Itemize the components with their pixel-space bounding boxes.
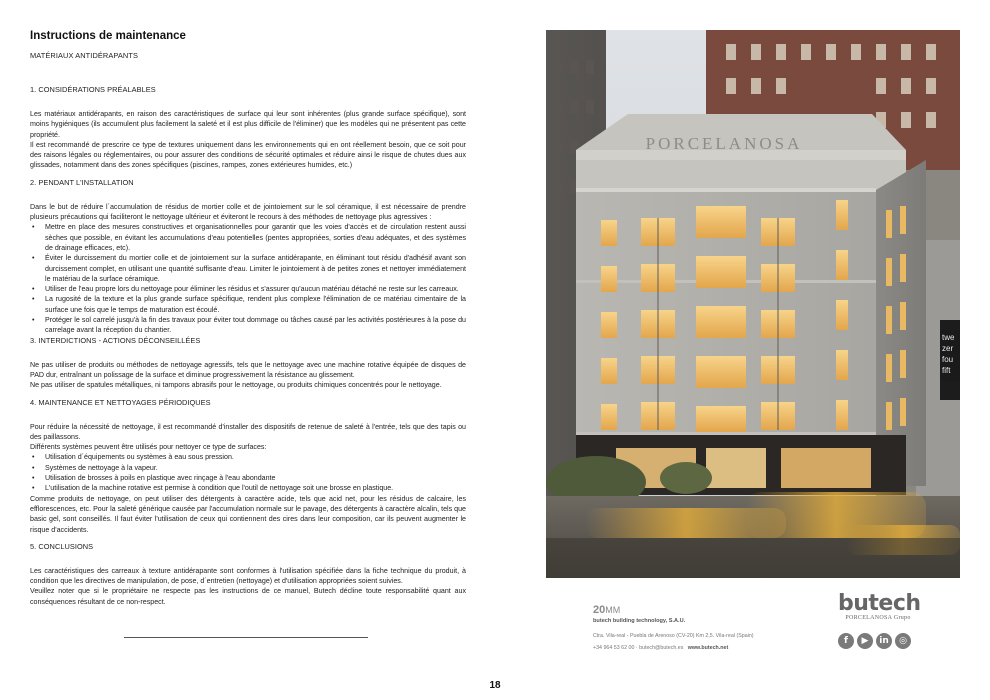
banner-line-2: zer [942, 344, 954, 353]
brand-name: butech [838, 591, 921, 616]
section-5-paragraph-1: Les caractéristiques des carreaux à texture antidérapante sont conformes à l'utilisation spécifiée dans la fiche technique du produit, à condition que les directives de manipulation, de pose, d´entretien (nettoyage) et d'utilisation appropriées soient suivies. [30, 566, 466, 586]
section-3-paragraph-2: Ne pas utiliser de spatules métalliques, ni tampons abrasifs pour le nettoyage, ou produits chimiques concentrés pour le nettoyage. [30, 381, 442, 390]
website-link[interactable]: www.butech.net [687, 645, 729, 651]
section-heading-2: 2. PENDANT L'INSTALLATION [30, 177, 134, 187]
section-heading-4: 4. MAINTENANCE ET NETTOYAGES PÉRIODIQUES [30, 397, 211, 407]
footnote-divider [124, 637, 368, 638]
brand-group: PORCELANOSA Grupo [845, 615, 911, 621]
butech-logo [838, 591, 921, 621]
separator: · [634, 645, 640, 651]
list-item: • L'utilisation de la machine rotative est permise à condition que l'outil de nettoyage soit une brosse en plastique. [30, 483, 466, 493]
banner-line-3: fou [942, 355, 954, 364]
section-3-paragraph-1: Ne pas utiliser de produits ou méthodes de nettoyage agressifs, tels que le nettoyage avec une machine rotative équipée de disques de PAD dur, entraînant un polissage de la surface et diminue progressivement la résistance au glissement. [30, 360, 466, 379]
list-item: • Utilisation de brosses à poils en plastique avec rinçage à l'eau abondante [30, 473, 466, 483]
section-4-paragraph-3: Comme produits de nettoyage, on peut utiliser des détergents à caractère acide, tels que acid net, pour les résidus de calcaire, les efflorescences, etc. Pour la saleté générique causée par l'accumulation normale sur le pavage, des détergents à caractère alcalin, tels que basic gel, sont conseillés. Il faut éviter l'utilisation de ceux qui contiennent des cires dans leur composition, car ils peuvent augmenter le risque d'accidents. [30, 494, 466, 534]
social-links [838, 633, 911, 649]
list-item: • Utilisation d´équipements ou systèmes à eau sous pression. [30, 452, 466, 462]
left-column [30, 30, 466, 607]
page-number: 18 [489, 680, 501, 691]
section-1-paragraph-2: Il est recommandé de prescrire ce type de textures uniquement dans les environnements qui en ont réellement besoin, que ce soit pour des raisons légales ou réglementaires, ou pour assurer des conditions de sécurité optimales et réduire ainsi le risque de chutes dues aux glissades, notamment dans des zones spécifiques (piscines, rampes, zones extérieures humides, etc.) [30, 140, 466, 170]
email-link[interactable]: butech@butech.es [639, 645, 684, 651]
section-4-paragraph-2: Différents systèmes peuvent être utilisés pour nettoyer ce type de surfaces: [30, 443, 267, 452]
section-heading-3: 3. INTERDICTIONS - ACTIONS DÉCONSEILLÉES [30, 335, 201, 345]
page-subtitle: MATÉRIAUX ANTIDÉRAPANTS [30, 51, 138, 60]
list-item: • Systèmes de nettoyage à la vapeur. [30, 463, 466, 473]
list-item: • Éviter le durcissement du mortier colle et de jointoiement sur la surface antidérapante, en éliminant tout résidu d'adhésif avant son durcissement complet, en utilisant une quantité suffisante d'eau. Limiter le jointoiement à de petites zones et nettoyer immédiatement le matériau de la surface céramique. [30, 253, 466, 284]
page-title: Instructions de maintenance [30, 30, 186, 42]
section-heading-1: 1. CONSIDÉRATIONS PRÉALABLES [30, 85, 156, 94]
section-5-paragraph-2: Veuillez noter que si le propriétaire ne respecte pas les instructions de ce manuel, Butech décline toute responsabilité quant aux conséquences résultant de ce non-respect. [30, 587, 466, 606]
company-address: Ctra. Vila-real - Puebla de Arenoso (CV-20) Km 2,5. Vila-real (Spain) [593, 633, 754, 639]
section-4-list [30, 452, 466, 493]
list-item: • Mettre en place des mesures constructives et organisationnelles pour garantir que les voies d'accès et de circulation restent aussi sèches que possible, en évitant les accumulations d'eau potentielles (pentes appropriées, sorties d'eau adéquates, et des systèmes de drainage efficaces, etc). [30, 222, 466, 253]
youtube-icon[interactable]: ▶ [857, 633, 873, 649]
linkedin-icon[interactable]: in [876, 633, 892, 649]
section-heading-5: 5. CONCLUSIONS [30, 541, 94, 551]
section-1-paragraph-1: Les matériaux antidérapants, en raison des caractéristiques de surface qui leur sont inhérentes (plus grande surface spécifique), sont moins hygiéniques (ils accumulent plus facilement la saleté et il est plus difficile de l'éliminer) que les modèles qui ne présentent pas cette propriété. [30, 110, 466, 139]
banner-line-4: fift [942, 366, 951, 375]
building-photo [546, 30, 960, 578]
list-item: • Utiliser de l'eau propre lors du nettoyage pour éliminer les résidus et s'assurer qu'aucun matériau détaché ne reste sur les carreaux. [30, 284, 466, 294]
thickness-number: 20 [593, 604, 606, 616]
company-name: butech building technology, S.A.U. [593, 618, 686, 624]
section-2-intro: Dans le but de réduire l´accumulation de résidus de mortier colle et de jointoiement sur le sol céramique, il est nécessaire de prendre plusieurs précautions qui faciliteront le nettoyage ultérieur et éviteront le recours à des méthodes de nettoyage plus agressives : [30, 202, 466, 222]
facade-sign: PORCELANOSA [645, 134, 803, 153]
banner-line-1: twe [942, 333, 955, 342]
list-item: • Protéger le sol carrelé jusqu'à la fin des travaux pour éviter tout dommage ou tâches causé par les activités postérieures à la pose du carrelage avant la réception du chantier. [30, 315, 466, 336]
section-2-list [30, 222, 466, 335]
section-4-paragraph-1: Pour réduire la nécessité de nettoyage, il est recommandé d'installer des dispositifs de retenue de saleté à l'entrée, tels que des tapis ou des paillassons. [30, 422, 466, 441]
list-item: • La rugosité de la texture et la plus grande surface spécifique, rendent plus complexe l'élimination de ce matériau cimentaire de la surface une fois que le temps de maturation est écoulé. [30, 294, 466, 315]
thickness-unit: MM [605, 605, 621, 615]
facebook-icon[interactable]: f [838, 633, 854, 649]
instagram-icon[interactable]: ◎ [895, 633, 911, 649]
phone-number: +34 964 53 62 00 [593, 645, 635, 651]
